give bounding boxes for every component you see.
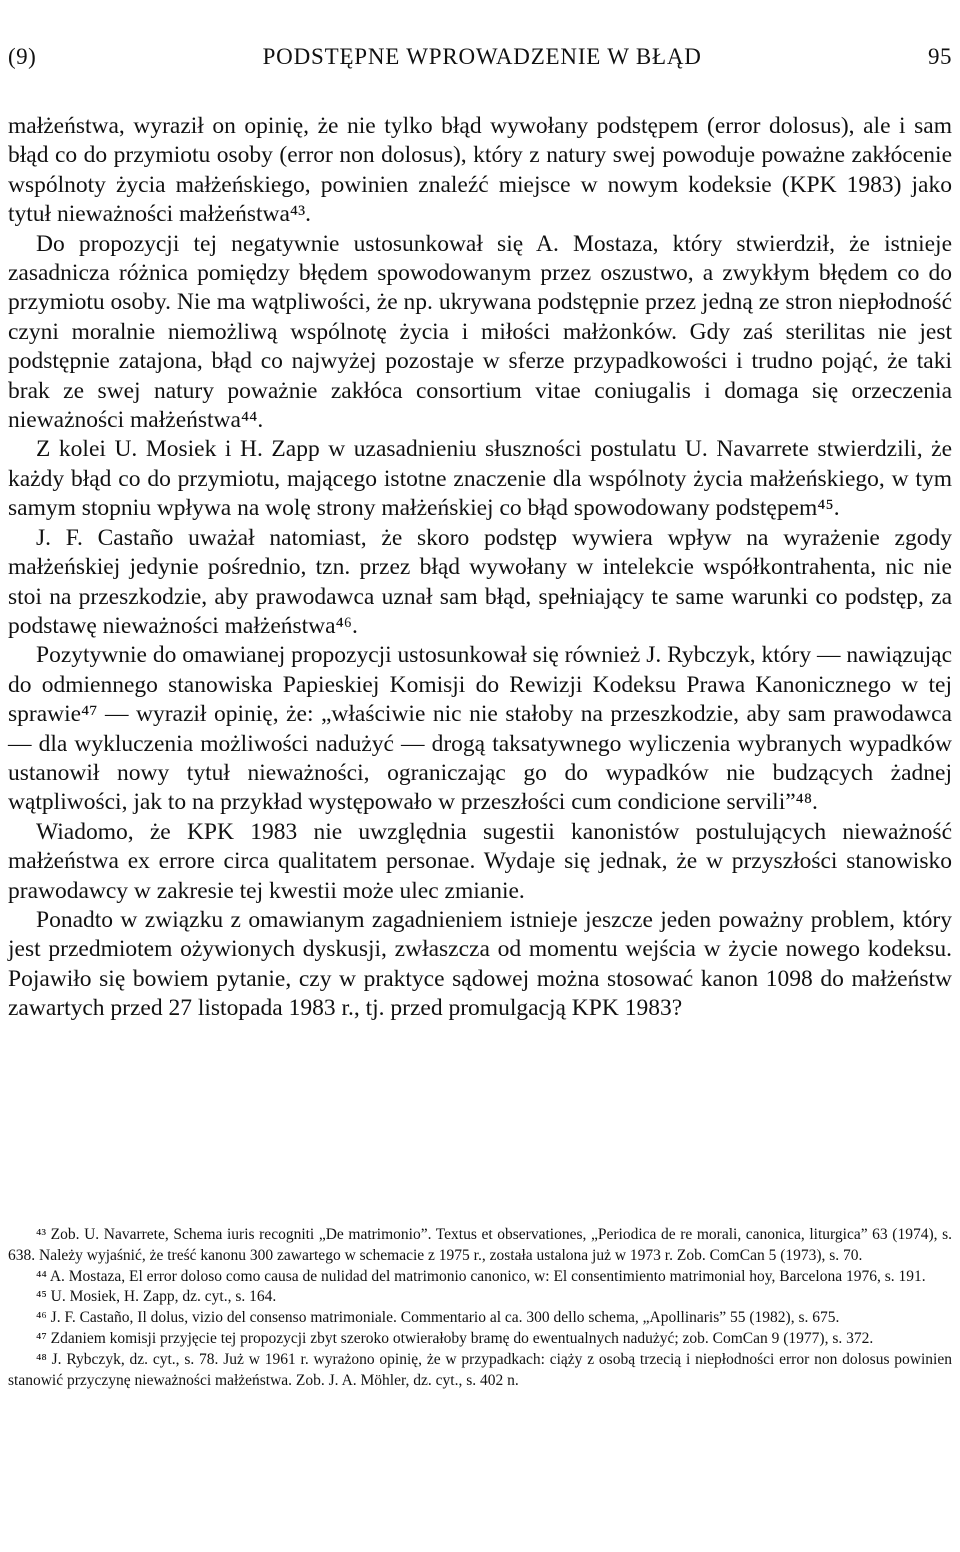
page-number: 95 bbox=[928, 44, 952, 69]
paragraph: Wiadomo, że KPK 1983 nie uwzględnia sugestii kanonistów postulujących nieważność małżeństwa ex errore circa qualitatem personae. Wydaje się jednak, że w przyszłości stanowisko prawodawcy w zakresie tej kwestii może ulec zmianie. bbox=[8, 818, 952, 904]
footnote: ⁴⁷ Zdaniem komisji przyjęcie tej propozycji zbyt szeroko otwierałoby bramę do ewentualnych nadużyć; zob. ComCan 9 (1977), s. 372. bbox=[36, 1329, 874, 1347]
paragraph: Do propozycji tej negatywnie ustosunkował się A. Mostaza, który stwierdził, że istnieje zasadnicza różnica pomiędzy błędem spowodowanym przez oszustwo, a zwykłym błędem co do przymiotu osoby. Nie ma wątpliwości, że np. ukrywana podstępnie przez jedną ze stron niepłodność czyni moralnie niemożliwą wspólnotę życia i miłości małżonków. Gdy zaś sterilitas nie jest podstępnie zatajona, błąd co najwyżej pozostaje w sferze przypadkowości i trudno pojąć, że taki brak ze swej natury poważnie zakłóca consortium vitae coniugalis i domaga się orzeczenia nieważności małżeństwa⁴⁴. bbox=[8, 230, 952, 434]
chapter-number: (9) bbox=[8, 44, 37, 69]
footnote: ⁴⁸ J. Rybczyk, dz. cyt., s. 78. Już w 1961 r. wyrażono opinię, że w przypadkach: ciąży z osobą trzecią i niepłodności error non dolosus powinien stanowić przyczynę nieważności małżeństwa. Zob. J. A. Möhler, dz. cyt., s. 402 n. bbox=[8, 1350, 952, 1389]
body-text bbox=[8, 112, 952, 1024]
paragraph: Pozytywnie do omawianej propozycji ustosunkował się również J. Rybczyk, który — nawiązując do odmiennego stanowiska Papieskiej Komisji do Rewizji Kodeksu Prawa Kanonicznego w tej sprawie⁴⁷ — wyraził opinię, że: „właściwie nic nie stałoby na przeszkodzie, aby sam prawodawca — dla wykluczenia możliwości nadużyć — drogą taksatywnego wyliczenia wybranych wypadków ustanowił nowy tytuł nieważności, ograniczając go do wypadków nie budzących żadnej wątpliwości, jak to na przykład występowało w przeszłości cum condicione servili”⁴⁸. bbox=[8, 642, 952, 816]
paragraph: Z kolei U. Mosiek i H. Zapp w uzasadnieniu słuszności postulatu U. Navarrete stwierdzili, że każdy błąd co do przymiotu, mającego istotne znaczenie dla wspólnoty życia małżeńskiego, w tym samym stopniu wpływa na wolę strony małżeńskiej co błąd spowodowany podstępem⁴⁵. bbox=[8, 436, 952, 522]
paragraph: Ponadto w związku z omawianym zagadnieniem istnieje jeszcze jeden poważny problem, który jest przedmiotem ożywionych dyskusji, zwłaszcza od momentu wejścia w życie nowego kodeksu. Pojawiło się bowiem pytanie, czy w praktyce sądowej można stosować kanon 1098 do małżeństw zawartych przed 27 listopada 1983 r., tj. przed promulgacją KPK 1983? bbox=[8, 906, 952, 1022]
footnote: ⁴⁵ U. Mosiek, H. Zapp, dz. cyt., s. 164. bbox=[36, 1288, 277, 1306]
paragraph: J. F. Castaño uważał natomiast, że skoro podstęp wywiera wpływ na wyrażenie zgody małżeńskiej jedynie pośrednio, tzn. przez błąd wywołany w intelekcie współkontrahenta, nic nie stoi na przeszkodzie, aby prawodawca uznał sam błąd, spełniający te same warunki co podstęp, za podstawę nieważności małżeństwa⁴⁶. bbox=[8, 524, 952, 639]
running-header bbox=[8, 44, 952, 84]
footnote: ⁴⁶ J. F. Castaño, Il dolus, vizio del consenso matrimoniale. Commentario al ca. 300 dello schema, „Apollinaris” 55 (1982), s. 675. bbox=[36, 1309, 840, 1327]
footnote: ⁴⁴ A. Mostaza, El error doloso como causa de nulidad del matrimonio canonico, w: El consentimiento matrimonial hoy, Barcelona 1976, s. 191. bbox=[36, 1267, 926, 1285]
footnote: ⁴³ Zob. U. Navarrete, Schema iuris recogniti „De matrimonio”. Textus et observationes, „Periodica de re morali, canonica, liturgica” 63 (1974), s. 638. Należy wyjaśnić, że treść kanonu 300 zawartego w schemacie z 1975 r., została ustalona już w 1973 r. Zob. ComCan 5 (1973), s. 70. bbox=[8, 1226, 952, 1264]
footnotes bbox=[8, 1225, 952, 1391]
paragraph: małżeństwa, wyraził on opinię, że nie tylko błąd wywołany podstępem (error dolosus), ale i sam błąd co do przymiotu osoby (error non dolosus), który z natury swej powoduje poważne zakłócenie wspólnoty życia małżeńskiego, powinien znaleźć miejsce w nowym kodeksie (KPK 1983) jako tytuł nieważności małżeństwa⁴³. bbox=[8, 113, 952, 228]
running-title: PODSTĘPNE WPROWADZENIE W BŁĄD bbox=[262, 44, 702, 69]
